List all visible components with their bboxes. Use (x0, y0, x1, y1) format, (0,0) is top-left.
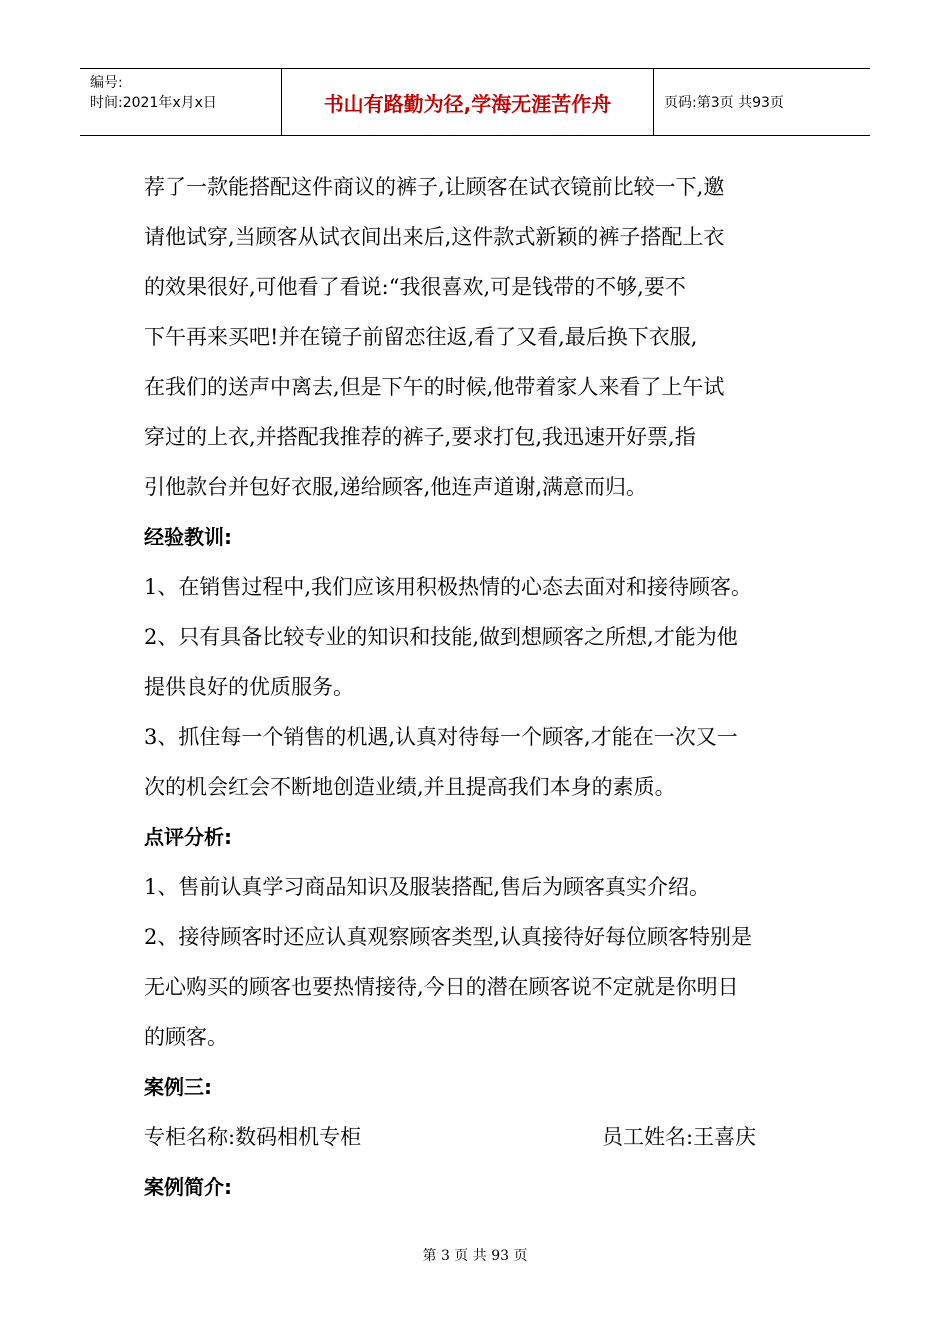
header-motto: 书山有路勤为径,学海无涯苦作舟 (282, 69, 654, 135)
employee-name: 员工姓名:王喜庆 (602, 1125, 757, 1149)
counter-name: 专柜名称:数码相机专柜 (144, 1125, 362, 1149)
page-header (80, 68, 870, 136)
lessons-line: 2、只有具备比较专业的知识和技能,做到想顾客之所想,才能为他 (144, 625, 738, 649)
lessons-line: 次的机会红会不断地创造业绩,并且提高我们本身的素质。 (144, 775, 676, 799)
header-meta (80, 69, 282, 135)
number-label: 编号: (90, 75, 123, 91)
header-page-code: 页码:第3页 共93页 (664, 95, 784, 111)
lessons-heading: 经验教训: (144, 525, 232, 549)
page-footer: 第 3 页 共 93 页 (422, 1248, 528, 1264)
time-label: 时间:2021年x月x日 (90, 95, 217, 111)
analysis-heading: 点评分析: (144, 825, 232, 849)
body-line: 的效果很好,可他看了看说:“我很喜欢,可是钱带的不够,要不 (144, 275, 686, 299)
body-line: 荐了一款能搭配这件商议的裤子,让顾客在试衣镜前比较一下,邀 (144, 175, 725, 199)
body-line: 引他款台并包好衣服,递给顾客,他连声道谢,满意而归。 (144, 475, 648, 499)
body-line: 下午再来买吧!并在镜子前留恋往返,看了又看,最后换下衣服, (144, 325, 698, 349)
analysis-line: 2、接待顾客时还应认真观察顾客类型,认真接待好每位顾客特别是 (144, 925, 753, 949)
lessons-line: 1、在销售过程中,我们应该用积极热情的心态去面对和接待顾客。 (144, 575, 753, 599)
case3-heading: 案例三: (144, 1075, 212, 1099)
analysis-line: 的顾客。 (144, 1025, 228, 1049)
body-line: 在我们的送声中离去,但是下午的时候,他带着家人来看了上午试 (144, 375, 725, 399)
body-line: 穿过的上衣,并搭配我推荐的裤子,要求打包,我迅速开好票,指 (144, 425, 696, 449)
body-line: 请他试穿,当顾客从试衣间出来后,这件款式新颖的裤子搭配上衣 (144, 225, 725, 249)
analysis-line: 1、售前认真学习商品知识及服装搭配,售后为顾客真实介绍。 (144, 875, 711, 899)
analysis-line: 无心购买的顾客也要热情接待,今日的潜在顾客说不定就是你明日 (144, 975, 739, 999)
case-intro-heading: 案例简介: (144, 1175, 232, 1199)
lessons-line: 提供良好的优质服务。 (144, 675, 354, 699)
case3-info-row (144, 1112, 808, 1162)
document-body (144, 162, 808, 1212)
lessons-line: 3、抓住每一个销售的机遇,认真对待每一个顾客,才能在一次又一 (144, 725, 738, 749)
